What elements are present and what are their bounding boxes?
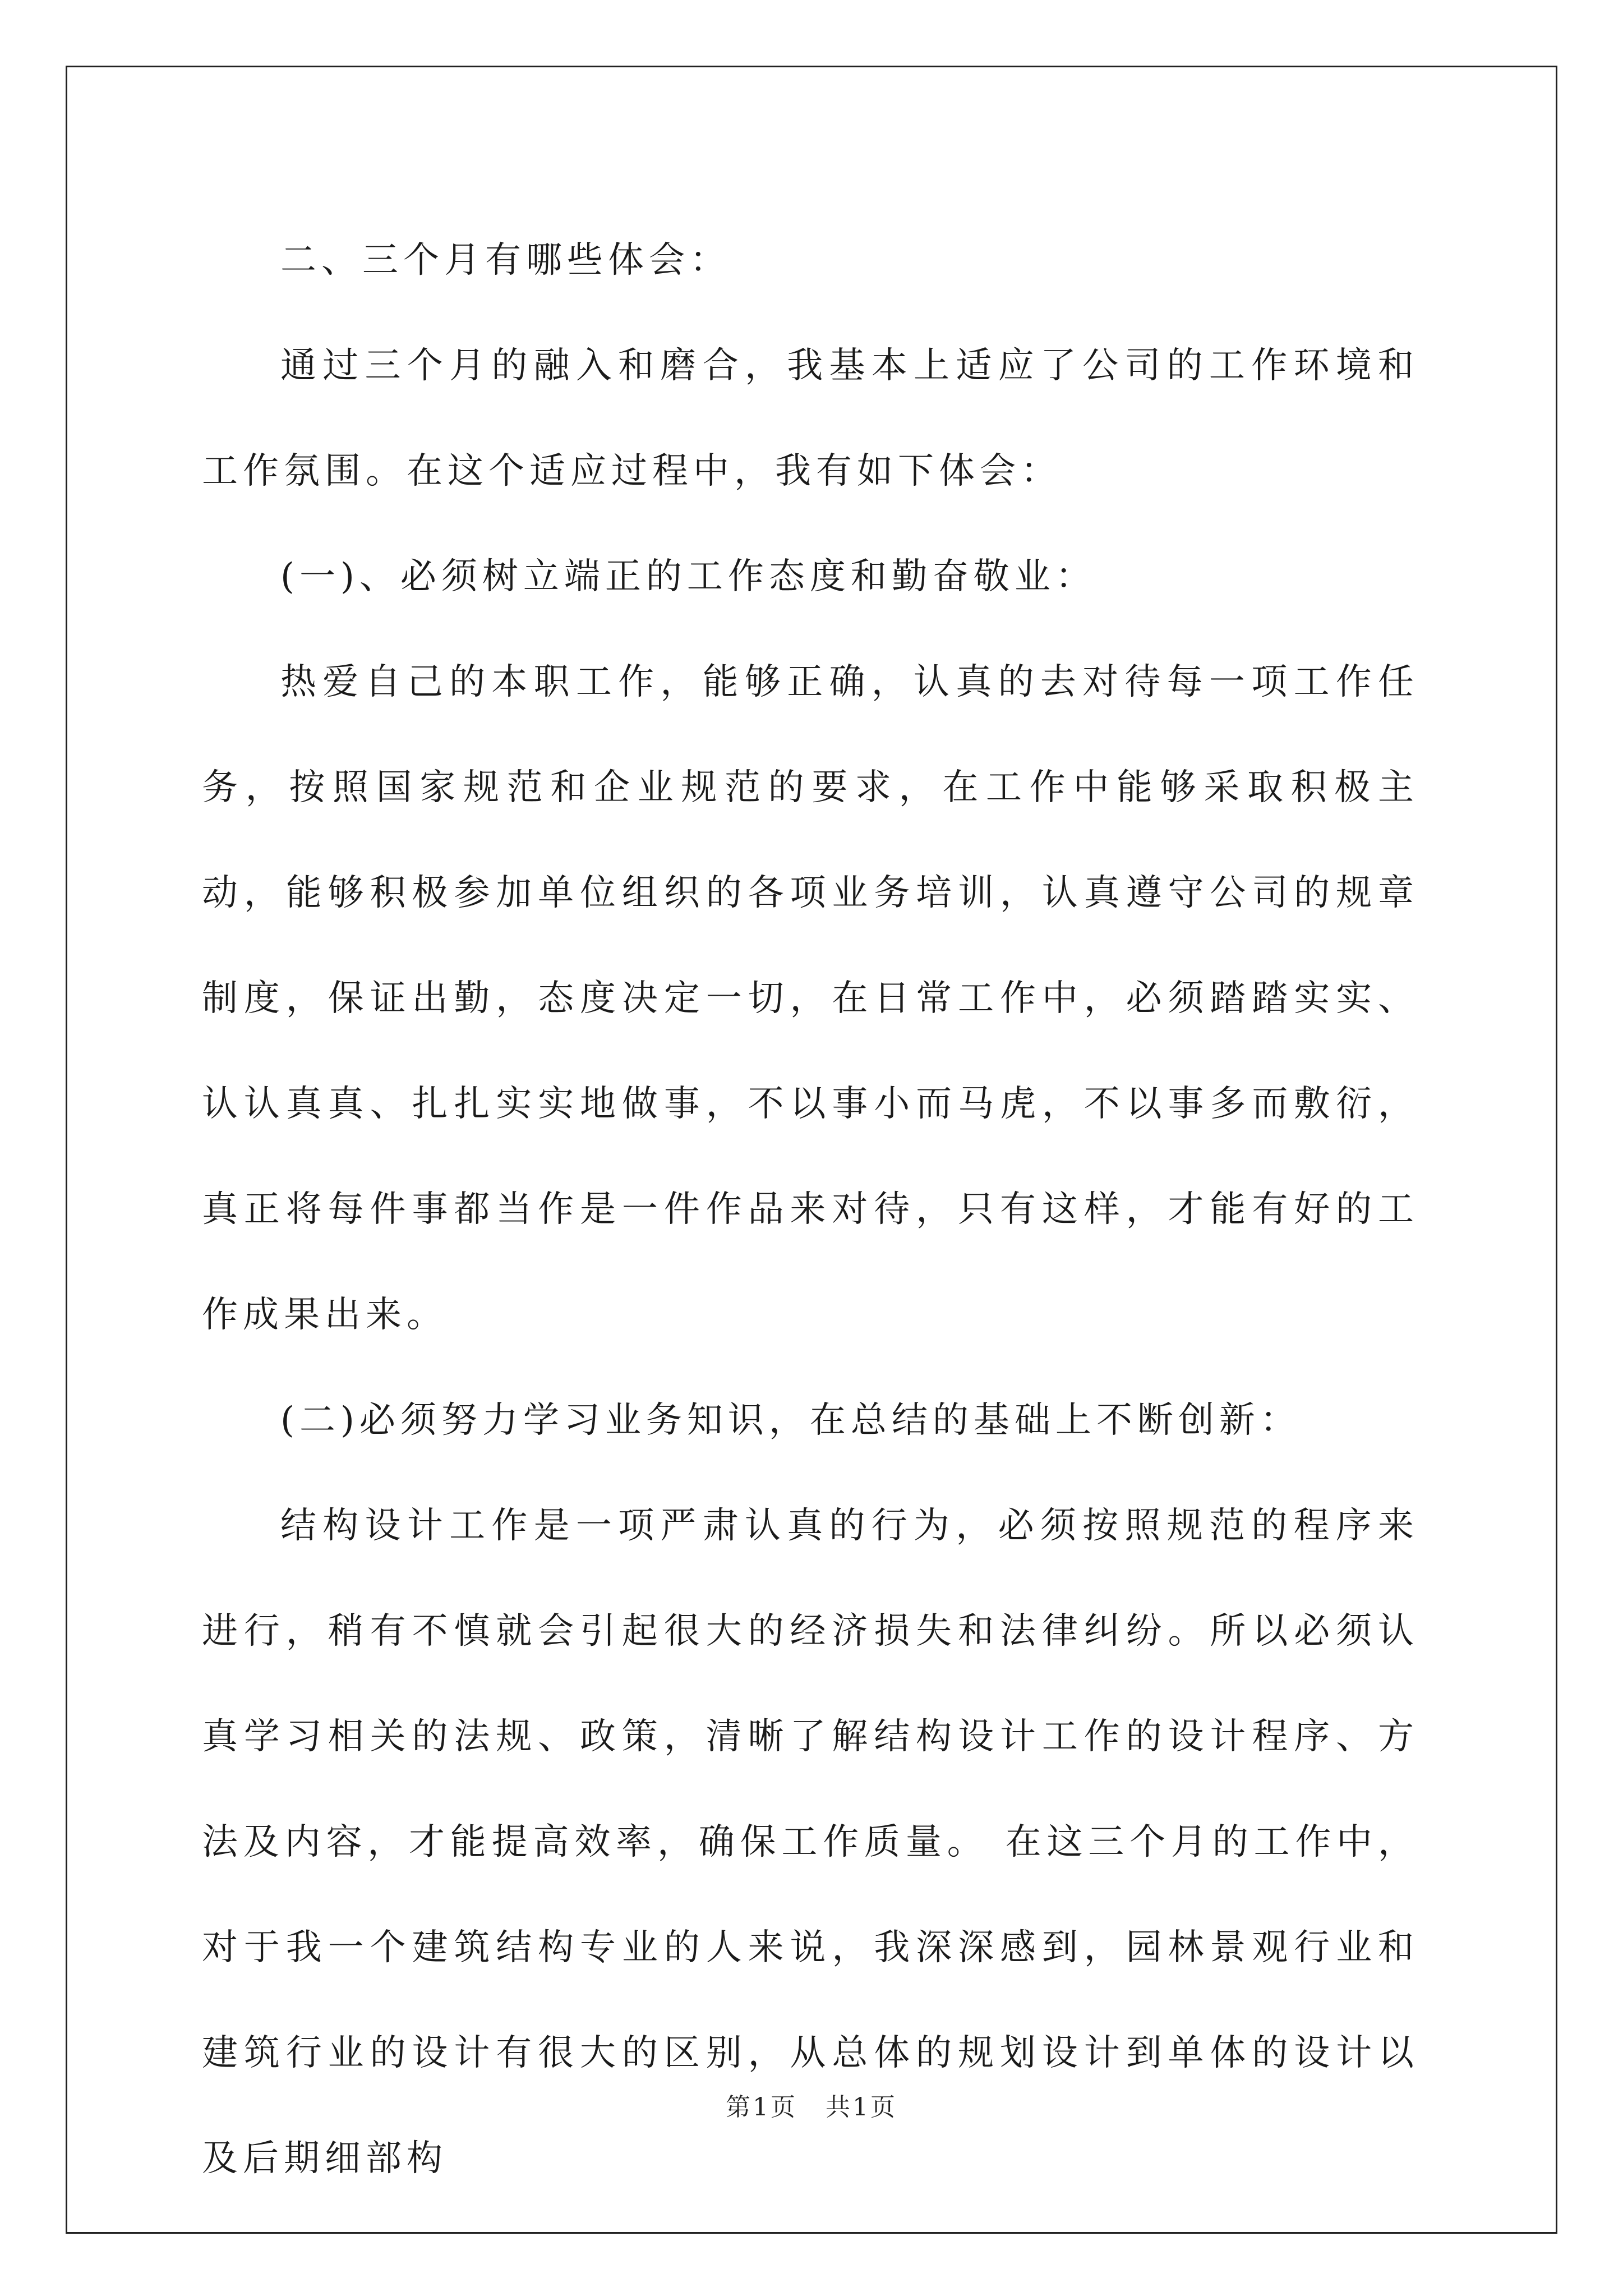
subsection-heading: (一)、必须树立端正的工作态度和勤奋敬业：: [280, 556, 1096, 597]
body-paragraph: 结构设计工作是一项严肃认真的行为，必须按照规范的程序来进行，稍有不慎就会引起很大的经济损失和法律纠纷。所以必须认真学习相关的法规、政策，清晰了解结构设计工作的设计程序、方法及内容，才能提高效率，确保工作质量。 在这三个月的工作中，对于我一个建筑结构专业的人来说，我深深感到，园林景观行业和建筑行业的设计有很大的区别，从总体的规划设计到单体的设计以及后期细部构: [202, 1505, 1419, 2179]
section-heading: 二、三个月有哪些体会：: [280, 240, 731, 281]
subsection-heading: (二)必须努力学习业务知识，在总结的基础上不断创新：: [280, 1400, 1301, 1441]
document-body: [202, 208, 1419, 2211]
body-paragraph: 热爱自己的本职工作，能够正确，认真的去对待每一项工作任务，按照国家规范和企业规范的要求，在工作中能够采取积极主动，能够积极参加单位组织的各项业务培训，认真遵守公司的规章制度，保证出勤，态度决定一切，在日常工作中，必须踏踏实实、认认真真、扎扎实实地做事，不以事小而马虎，不以事多而敷衍，真正将每件事都当作是一件作品来对待，只有这样，才能有好的工作成果出来。: [202, 661, 1419, 1336]
page-footer: [0, 2087, 1623, 2123]
body-paragraph: 通过三个月的融入和磨合，我基本上适应了公司的工作环境和工作氛围。在这个适应过程中，我有如下体会：: [202, 345, 1419, 492]
page-number: 第1页: [726, 2093, 797, 2122]
page-total: 共1页: [826, 2093, 897, 2122]
